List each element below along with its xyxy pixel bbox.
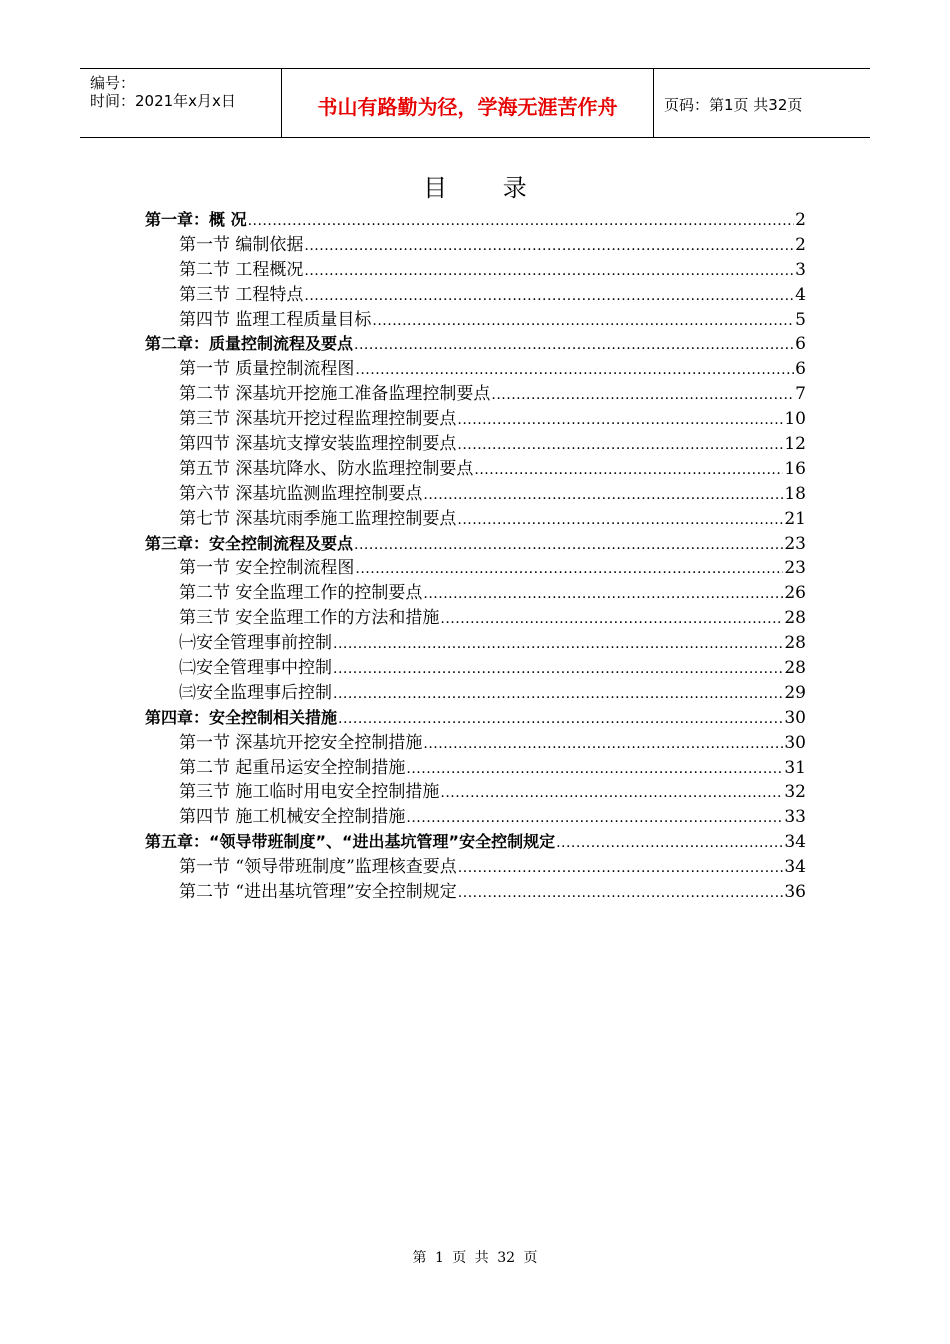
toc-entry-label: 第七节 深基坑雨季施工监理控制要点 [179,508,457,529]
toc-chapter-entry[interactable] [145,332,806,357]
toc-entry-page: 30 [784,707,806,728]
toc-section-entry[interactable] [145,308,806,333]
toc-entry-page: 5 [795,309,806,330]
toc-dot-leader [491,383,794,408]
header-info-cell [80,69,282,137]
toc-section-entry[interactable] [145,855,806,880]
toc-title: 目 录 [423,174,551,202]
toc-entry-label: 第四节 施工机械安全控制措施 [179,807,406,828]
toc-dot-leader [355,557,783,582]
toc-section-entry[interactable] [145,681,806,706]
toc-entry-page: 3 [795,259,806,280]
toc-dot-leader [406,757,783,782]
document-header [80,68,870,138]
header-motto-cell [282,69,654,137]
table-of-contents [145,208,806,905]
page-footer: 第 1 页 共 32 页 [412,1250,538,1266]
toc-chapter-entry[interactable] [145,706,806,731]
toc-entry-page: 30 [784,732,806,753]
toc-entry-page: 29 [784,682,806,703]
toc-entry-label: 第五章：“领导带班制度”、“进出基坑管理”安全控制规定 [145,832,556,852]
toc-dot-leader [440,781,783,806]
header-page-code: 页码：第1页 共32页 [664,96,803,114]
toc-entry-label: 第二章：质量控制流程及要点 [145,334,354,354]
toc-dot-leader [354,533,783,558]
toc-entry-label: ㈠安全管理事前控制 [179,633,332,654]
toc-section-entry[interactable] [145,482,806,507]
toc-entry-label: 第四节 深基坑支撑安装监理控制要点 [179,434,457,455]
toc-entry-label: 第六节 深基坑监测监理控制要点 [179,483,423,504]
toc-dot-leader [406,806,783,831]
toc-entry-label: 第一节 安全控制流程图 [179,558,355,579]
toc-entry-page: 28 [784,608,806,629]
toc-entry-page: 28 [784,633,806,654]
toc-entry-page: 12 [784,434,806,455]
toc-dot-leader [304,284,794,309]
toc-section-entry[interactable] [145,581,806,606]
toc-section-entry[interactable] [145,631,806,656]
toc-entry-label: 第三章：安全控制流程及要点 [145,533,354,553]
toc-entry-label: 第一节 质量控制流程图 [179,359,355,380]
toc-section-entry[interactable] [145,283,806,308]
toc-entry-page: 7 [795,384,806,405]
toc-entry-page: 4 [795,284,806,305]
toc-section-entry[interactable] [145,656,806,681]
toc-section-entry[interactable] [145,382,806,407]
header-motto: 书山有路勤为径，学海无涯苦作舟 [317,95,618,119]
toc-dot-leader [457,408,783,433]
toc-entry-page: 32 [784,782,806,803]
toc-entry-page: 21 [784,508,806,529]
toc-dot-leader [474,458,783,483]
toc-chapter-entry[interactable] [145,208,806,233]
toc-dot-leader [423,732,783,757]
toc-entry-label: 第三节 安全监理工作的方法和措施 [179,608,440,629]
toc-entry-label: 第二节 安全监理工作的控制要点 [179,583,423,604]
toc-entry-page: 18 [784,483,806,504]
toc-section-entry[interactable] [145,756,806,781]
toc-entry-label: 第二节 深基坑开挖施工准备监理控制要点 [179,384,491,405]
toc-entry-label: ㈢安全监理事后控制 [179,682,332,703]
toc-section-entry[interactable] [145,805,806,830]
toc-dot-leader [304,234,794,259]
toc-dot-leader [556,831,783,856]
toc-entry-page: 23 [784,558,806,579]
toc-entry-page: 33 [784,807,806,828]
toc-section-entry[interactable] [145,507,806,532]
toc-entry-page: 34 [784,832,806,853]
toc-entry-page: 26 [784,583,806,604]
toc-dot-leader [372,309,794,334]
toc-section-entry[interactable] [145,556,806,581]
toc-entry-page: 6 [795,334,806,355]
toc-entry-label: 第一节 深基坑开挖安全控制措施 [179,732,423,753]
toc-dot-leader [355,358,794,383]
toc-section-entry[interactable] [145,731,806,756]
toc-dot-leader [338,707,783,732]
toc-dot-leader [457,508,783,533]
document-number-label: 编号： [90,74,136,92]
toc-section-entry[interactable] [145,880,806,905]
toc-chapter-entry[interactable] [145,532,806,557]
toc-section-entry[interactable] [145,357,806,382]
toc-section-entry[interactable] [145,457,806,482]
toc-entry-label: 第一节 编制依据 [179,234,304,255]
toc-section-entry[interactable] [145,432,806,457]
toc-dot-leader [423,582,783,607]
toc-chapter-entry[interactable] [145,830,806,855]
toc-section-entry[interactable] [145,780,806,805]
toc-entry-label: 第三节 深基坑开挖过程监理控制要点 [179,409,457,430]
toc-dot-leader [458,881,784,906]
toc-section-entry[interactable] [145,606,806,631]
toc-entry-label: 第二节 “进出基坑管理”安全控制规定 [179,882,457,903]
toc-dot-leader [333,682,783,707]
toc-dot-leader [304,259,794,284]
toc-dot-leader [333,657,783,682]
toc-entry-page: 34 [784,857,806,878]
toc-dot-leader [354,333,794,358]
toc-entry-label: 第四节 监理工程质量目标 [179,309,372,330]
toc-entry-page: 10 [784,409,806,430]
toc-entry-label: 第四章：安全控制相关措施 [145,707,338,727]
toc-entry-page: 31 [784,757,806,778]
toc-section-entry[interactable] [145,258,806,283]
toc-entry-label: 第三节 工程特点 [179,284,304,305]
toc-dot-leader [457,433,783,458]
toc-entry-page: 36 [784,882,806,903]
header-page-cell [654,69,870,137]
toc-entry-label: 第一章：概 况 [145,210,247,229]
document-date: 时间：2021年x月x日 [90,92,236,110]
toc-dot-leader [248,209,795,234]
toc-entry-page: 2 [795,210,806,230]
toc-entry-page: 2 [795,234,806,255]
toc-entry-label: 第五节 深基坑降水、防水监理控制要点 [179,458,474,479]
toc-dot-leader [423,483,783,508]
toc-entry-page: 6 [795,359,806,380]
toc-dot-leader [440,607,783,632]
toc-entry-label: 第三节 施工临时用电安全控制措施 [179,782,440,803]
toc-entry-label: ㈡安全管理事中控制 [179,658,332,679]
toc-section-entry[interactable] [145,407,806,432]
toc-entry-page: 16 [784,458,806,479]
toc-entry-page: 23 [784,533,806,554]
toc-entry-label: 第一节 “领导带班制度”监理核查要点 [179,857,457,878]
toc-section-entry[interactable] [145,233,806,258]
toc-entry-page: 28 [784,658,806,679]
toc-entry-label: 第二节 工程概况 [179,259,304,280]
toc-dot-leader [333,632,783,657]
toc-entry-label: 第二节 起重吊运安全控制措施 [179,757,406,778]
toc-dot-leader [458,856,784,881]
